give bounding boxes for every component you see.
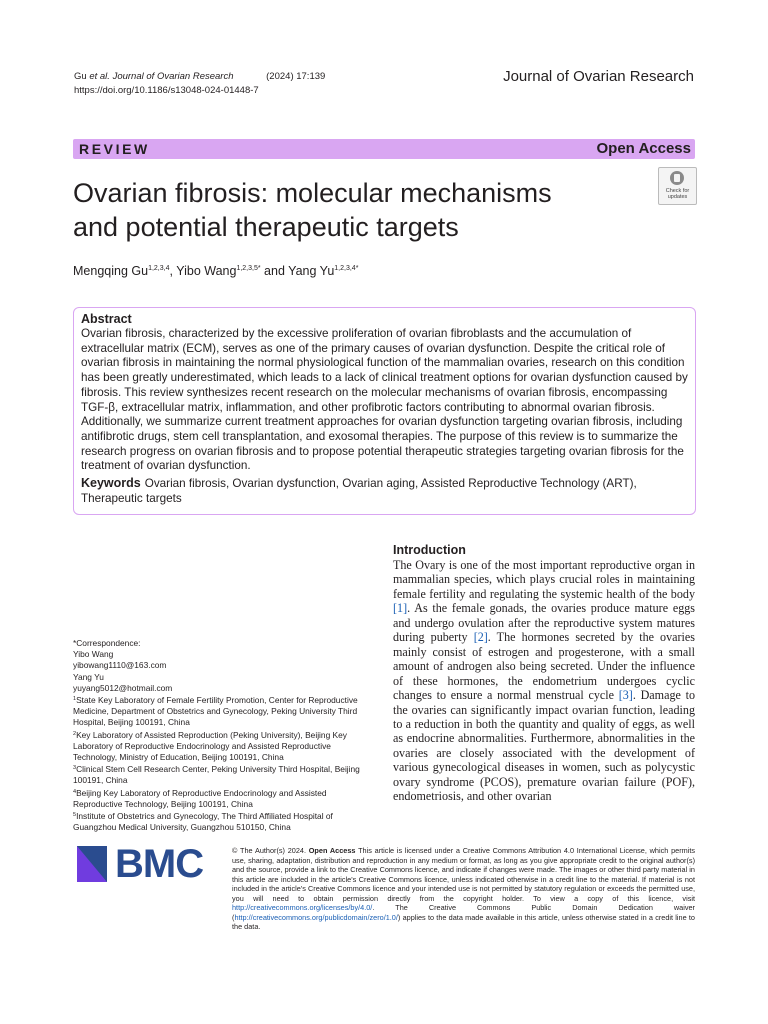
citation-line xyxy=(74,70,325,84)
intro-text-segment: . The hormones secreted by the ovaries mainly consist of estrogen and progesterone, with a small amount of androgen also being secreted. Under the influence of these hormones, the endometrium undergoes cyclic changes to ensure a normal menstrual cycle xyxy=(393,630,695,703)
bmc-logo-mark-icon xyxy=(77,846,107,882)
author-affiliation-sup: 1,2,3,4* xyxy=(334,265,359,272)
keywords-line xyxy=(81,476,688,506)
article-title xyxy=(73,176,633,244)
affiliation-number: 5 xyxy=(73,812,77,819)
author-name[interactable]: Yibo Wang xyxy=(176,264,237,278)
affiliation-item xyxy=(73,763,363,786)
keywords-text: Ovarian fibrosis, Ovarian dysfunction, Ovarian aging, Assisted Reproductive Technology (ART), Therapeutic targets xyxy=(81,477,637,505)
introduction-paragraph xyxy=(393,558,695,804)
check-for-updates-button[interactable] xyxy=(658,167,697,205)
affiliation-text: State Key Laboratory of Female Fertility Promotion, Center for Reproductive Medicine, Department of Obstetrics and Gynecology, Peking University Third Hospital, Beijing 100191, China xyxy=(73,695,358,728)
intro-text-segment: . As the female gonads, the ovaries produce mature eggs and undergo ovulation after the reproductive system matures during puberty xyxy=(393,601,695,645)
affiliation-item xyxy=(73,787,363,810)
affiliation-text: Beijing Key Laboratory of Reproductive Endocrinology and Assisted Reproductive Technology, Beijing 100191, China xyxy=(73,787,327,809)
abstract-heading: Abstract xyxy=(81,312,132,326)
crossmark-label xyxy=(659,188,696,200)
affiliation-number: 4 xyxy=(73,788,77,795)
license-open-access: Open Access xyxy=(308,846,356,855)
author-affiliation-sup: 1,2,3,5* xyxy=(236,265,261,272)
author-separator: , xyxy=(169,264,177,278)
author-separator: and xyxy=(260,264,289,278)
affiliation-item xyxy=(73,729,363,764)
article-type-label: REVIEW xyxy=(79,141,150,157)
affiliation-text: Key Laboratory of Assisted Reproduction (Peking University), Beijing Key Laboratory of Reproductive Endocrinology and Assisted Reproductive Technology, Ministry of Education, Beijing 100191, China xyxy=(73,729,347,763)
journal-name: Journal of Ovarian Research xyxy=(503,68,694,85)
correspondence-block xyxy=(73,638,363,833)
reference-link[interactable]: [3] xyxy=(618,688,633,703)
intro-text-segment: The Ovary is one of the most important reproductive organ in mammalian species, which plays crucial roles in maintaining female fertility and regulating the systemic health of the body xyxy=(393,558,695,601)
citation-journal: Journal of Ovarian Research xyxy=(112,71,234,82)
citation-author: Gu xyxy=(74,71,87,82)
correspondence-name: Yibo Wang xyxy=(73,649,114,660)
affiliation-number: 3 xyxy=(73,765,77,772)
license-link[interactable]: http://creativecommons.org/publicdomain/zero/1.0/ xyxy=(234,912,398,922)
title-line-2: and potential therapeutic targets xyxy=(73,212,459,242)
citation-etal: et al. xyxy=(89,71,110,82)
affiliation-number: 2 xyxy=(73,730,77,737)
correspondence-name: Yang Yu xyxy=(73,671,104,682)
intro-text-segment: . Damage to the ovaries can significantly impact ovarian function, leading to a reduction in both the quantity and quality of eggs, as well as endocrine abnormalities. Furthermore, abnormalities in the ovaries are closely associated with the development of various gynecological diseases in women, such as polycystic ovary syndrome (PCOS), premature ovarian failure (POF), endometriosis, and other ovarian xyxy=(393,688,695,804)
crossmark-line-2: updates xyxy=(667,194,688,200)
keywords-label: Keywords xyxy=(81,476,141,491)
affiliation-text: Clinical Stem Cell Research Center, Peking University Third Hospital, Beijing 100191, China xyxy=(73,764,360,786)
license-segment: © The Author(s) 2024. xyxy=(232,846,309,855)
open-access-label: Open Access xyxy=(596,140,691,157)
correspondence-email[interactable]: yibowang1110@163.com xyxy=(73,660,167,671)
citation-block xyxy=(74,70,325,98)
bmc-logo-text: BMC xyxy=(115,842,204,886)
author-list xyxy=(73,264,358,278)
affiliation-item xyxy=(73,810,363,833)
citation-year: (2024) 17:139 xyxy=(266,71,326,82)
affiliation-text: Institute of Obstetrics and Gynecology, The Third Affiliated Hospital of Guangzhou Medical University, Guangzhou 510150, China xyxy=(73,811,333,833)
reference-link[interactable]: [1] xyxy=(393,601,408,616)
author-name[interactable]: Yang Yu xyxy=(288,264,335,278)
license-link[interactable]: http://creativecommons.org/licenses/by/4.0/ xyxy=(232,903,373,912)
reference-link[interactable]: [2] xyxy=(473,630,488,645)
license-segment: . The Creative Commons Public Domain Dedication waiver ( xyxy=(232,903,695,922)
affiliation-number: 1 xyxy=(73,696,77,703)
correspondence-label: *Correspondence: xyxy=(73,638,141,648)
correspondence-email[interactable]: yuyang5012@hotmail.com xyxy=(73,682,173,693)
license-segment: This article is licensed under a Creative Commons Attribution 4.0 International License, which permits use, sharing, adaptation, distribution and reproduction in any medium or format, as long as you give appropriate credit to the original author(s) and the source, provide a link to the Creative Commons licence, and indicate if changes were made. The images or other third party material in this article are included in the article's Creative Commons licence, unless indicated otherwise in a credit line to the material. If material is not included in the article's Creative Commons licence and your intended use is not permitted by statutory regulation or exceeds the permitted use, you will need to obtain permission directly from the copyright holder. To view a copy of this licence, visit xyxy=(232,846,696,903)
affiliation-item xyxy=(73,694,363,729)
author-name[interactable]: Mengqing Gu xyxy=(73,264,149,278)
bmc-logo xyxy=(77,842,217,886)
abstract-box xyxy=(73,307,696,515)
introduction-heading: Introduction xyxy=(393,543,466,557)
license-text xyxy=(232,846,695,932)
title-line-1: Ovarian fibrosis: molecular mechanisms xyxy=(73,178,552,208)
doi-link[interactable]: https://doi.org/10.1186/s13048-024-01448-7 xyxy=(74,85,259,96)
article-type-banner xyxy=(73,139,695,159)
author-affiliation-sup: 1,2,3,4 xyxy=(148,265,170,272)
abstract-text: Ovarian fibrosis, characterized by the excessive proliferation of ovarian fibroblasts and the accumulation of extracellular matrix (ECM), serves as one of the primary causes of ovarian dysfunction. Despite the critical role of ovarian fibrosis in maintaining the normal physiological function of the mammalian ovaries, research on this condition has been greatly underestimated, which leads to a lack of clinical treatment options for ovarian dysfunction caused by fibrosis. This review synthesizes recent research on the molecular mechanisms of ovarian fibrosis, encompassing TGF-β, extracellular matrix, inflammation, and other profibrotic factors contributing to abnormal ovarian fibrosis. Additionally, we summarize current treatment approaches for ovarian dysfunction targeting ovarian fibrosis, including antifibrotic drugs, stem cell transplantation, and exosomal therapies. The purpose of this review is to summarize the research progress on ovarian fibrosis and to propose potential therapeutic strategies targeting ovarian fibrosis for the treatment of ovarian dysfunction. xyxy=(81,327,688,473)
crossmark-line-1: Check for xyxy=(665,188,690,194)
license-segment: ) applies to the data made available in this article, unless otherwise stated in a credit line to the data. xyxy=(232,912,695,931)
crossmark-icon xyxy=(670,171,684,185)
